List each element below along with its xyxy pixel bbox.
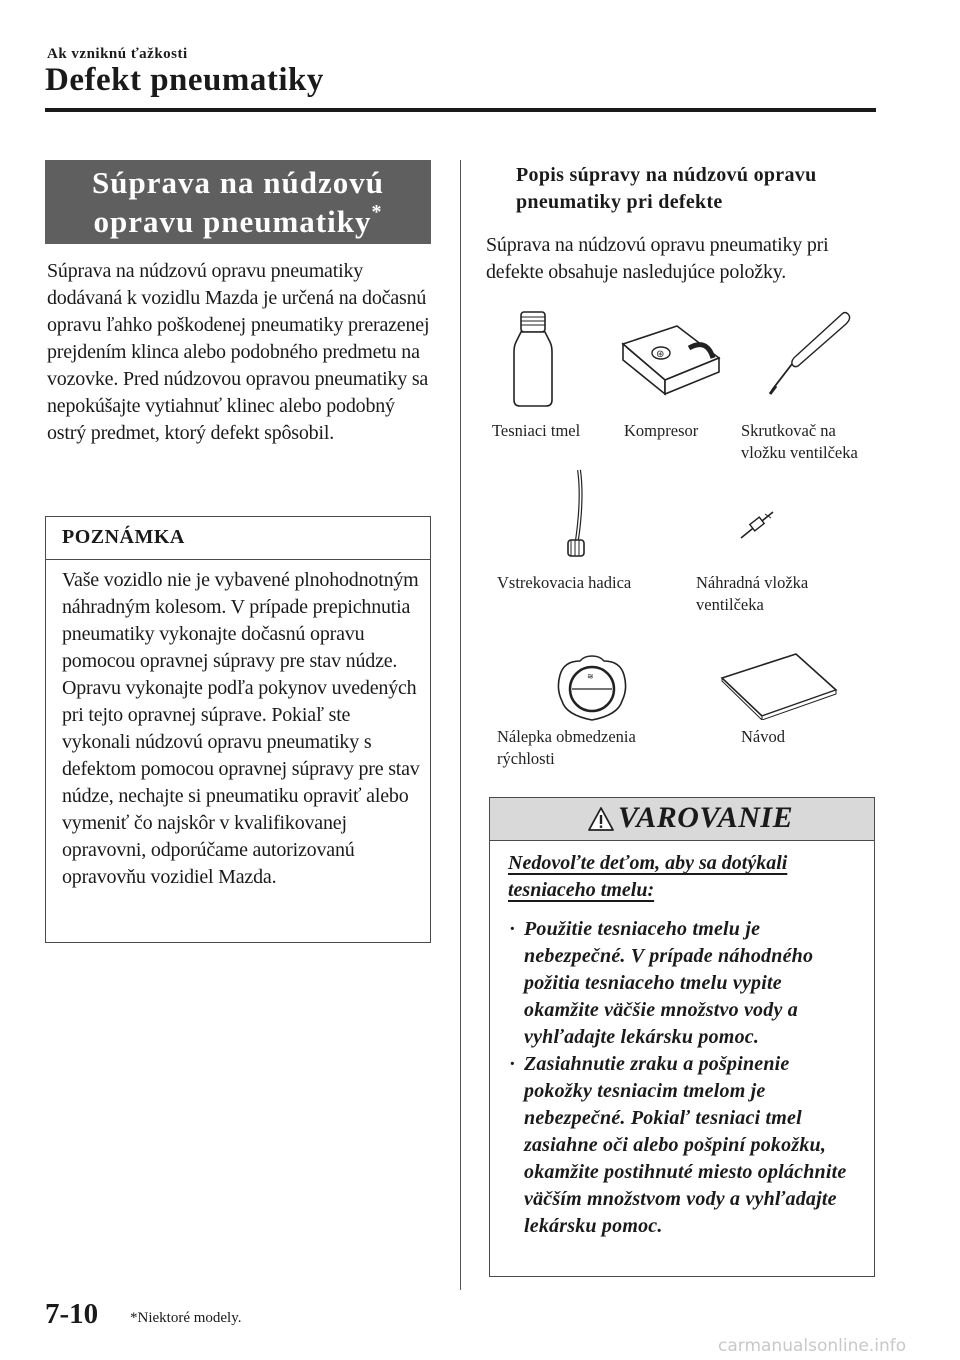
spare-valve-core-icon <box>737 508 777 542</box>
section-title-line1: Súprava na núdzovú <box>92 165 384 200</box>
footnote: *Niektoré modely. <box>130 1310 242 1326</box>
warning-bullet-text: Použitie tesniaceho tmelu je nebezpečné. V prípade náhodného požitia tesniaceho tmelu vypite okamžite väčšie množstvo vody a vyhľadajte lekársku pomoc. <box>524 918 814 1048</box>
sealant-bottle-icon <box>508 310 558 410</box>
section-label: Ak vzniknú ťažkosti <box>47 46 188 62</box>
note-text: Vaše vozidlo nie je vybavené plnohodnotným náhradným kolesom. V prípade prepichnutia pneumatiky vykonajte dočasnú opravu pomocou opravnej súpravy pre stav núdze. Opravu vykonajte podľa pokynov uvedených pri tejto opravnej súprave. Pokiaľ ste vykonali núdzovú opravu pneumatiky s defektom pomocou opravnej súpravy pre stav núdze, nechajte si pneumatiku opraviť alebo vymeniť čo najskôr v kvalifikovanej opravovni, odporúčame autorizovanú opravovňu vozidiel Mazda. <box>62 569 420 888</box>
warning-header <box>490 798 874 841</box>
chapter-title: Defekt pneumatiky <box>45 62 324 98</box>
warning-bullet: · Použitie tesniaceho tmelu je nebezpečné. V prípade náhodného požitia tesniaceho tmelu vypite okamžite väčšie množstvo vody a vyhľadajte lekársku pomoc. <box>509 918 814 1048</box>
section-title-line2 <box>45 202 431 241</box>
section-title-box <box>45 160 431 244</box>
svg-text:≋: ≋ <box>587 672 594 681</box>
warning-title: VAROVANIE <box>618 801 794 834</box>
note-box <box>45 516 431 943</box>
warning-lead: Nedovoľte deťom, aby sa dotýkali tesniaceho tmelu: <box>508 852 788 901</box>
column-divider <box>460 160 461 1290</box>
kit-item-label-sticker: Nálepka obmedzenia rýchlosti <box>497 727 636 768</box>
section-title-line2-text: opravu pneumatiky <box>93 204 372 239</box>
kit-item-label-sealant: Tesniaci tmel <box>492 421 581 440</box>
valve-core-screwdriver-icon <box>762 310 854 398</box>
kit-heading: Popis súpravy na núdzovú opravu pneumatiky pri defekte <box>516 164 817 213</box>
warning-list <box>508 916 858 1240</box>
warning-triangle-icon <box>587 806 615 832</box>
optional-equipment-asterisk: * <box>371 201 383 223</box>
kit-item-label-screwdriver: Skrutkovač na vložku ventilčeka <box>741 421 858 462</box>
watermark: carmanualsonline.info <box>718 1336 907 1356</box>
injection-hose-icon <box>558 468 592 564</box>
kit-item-label-compressor: Kompresor <box>624 421 699 440</box>
kit-item-label-hose: Vstrekovacia hadica <box>497 573 632 592</box>
kit-item-label-valve-core: Náhradná vložka ventilčeka <box>696 573 809 614</box>
warning-bullet: · Zasiahnutie zraku a pošpinenie pokožky tesniacim tmelom je nebezpečné. Pokiaľ tesniaci tmel zasiahne oči alebo pošpiní pokožku, okamžite postihnuté miesto opláchnite väčším množstvom vody a vyhľadajte lekársku pomoc. <box>509 1053 847 1237</box>
header-rule <box>45 108 876 112</box>
manual-icon <box>720 650 838 720</box>
intro-paragraph: Súprava na núdzovú opravu pneumatiky dodávaná k vozidlu Mazda je určená na dočasnú opravu ľahko poškodenej pneumatiky prerazenej prejdením klinca alebo podobného predmetu na vozovke. Pred núdzovou opravou pneumatiky sa nepokúšajte vytiahnuť klinec alebo podobný ostrý predmet, ktorý defekt spôsobil. <box>47 260 430 444</box>
speed-limit-sticker-icon <box>556 653 628 723</box>
compressor-icon <box>615 318 725 398</box>
kit-item-label-manual: Návod <box>741 727 785 746</box>
kit-intro: Súprava na núdzovú opravu pneumatiky pri defekte obsahuje nasledujúce položky. <box>486 234 829 283</box>
warning-box <box>489 797 875 1277</box>
note-header <box>46 517 430 560</box>
warning-bullet-text: Zasiahnutie zraku a pošpinenie pokožky tesniacim tmelom je nebezpečné. Pokiaľ tesniaci tmel zasiahne oči alebo pošpiní pokožku, okamžite postihnuté miesto opláchnite väčším množstvom vody a vyhľadajte lekársku pomoc. <box>524 1053 847 1237</box>
page-number: 7-10 <box>45 1298 99 1330</box>
svg-text:⊛: ⊛ <box>656 349 665 360</box>
note-title: POZNÁMKA <box>62 526 185 548</box>
